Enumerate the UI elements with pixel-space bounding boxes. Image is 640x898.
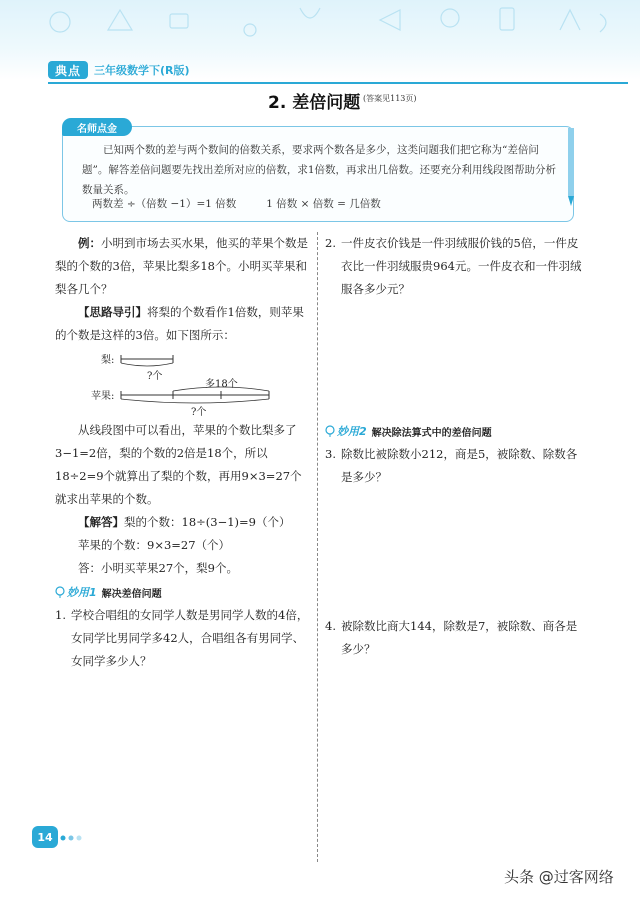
line-segment-diagram	[55, 349, 310, 418]
section-1-title: 解决差倍问题	[101, 588, 162, 600]
apple-label: 苹果:	[91, 391, 115, 402]
column-divider	[317, 232, 318, 862]
tip-paragraph: 已知两个数的差与两个数间的倍数关系，要求两个数各是多少，这类问题我们把它称为“差倍问题”。解答差倍问题要先找出差所对应的倍数，求1倍数，再求出几倍数。还要充分利用线段图帮助分析数量关系。	[82, 144, 557, 196]
section-1-heading	[55, 582, 310, 602]
tip-formulas	[92, 196, 562, 211]
answer-1: 梨的个数：18÷(3−1)=9（个）	[124, 515, 291, 529]
page-dots-decoration	[60, 835, 90, 841]
question-1	[55, 604, 310, 673]
hand-pointer-icon	[55, 586, 65, 598]
watermark-text: 头条 @过客网络	[504, 868, 614, 886]
example-text: 小明到市场去买水果，他买的苹果个数是梨的个数的3倍，苹果比梨多18个。小明买苹果和梨各几个？	[55, 236, 308, 296]
question-3	[325, 443, 587, 489]
section-2-heading	[325, 421, 587, 441]
question-1-text: 学校合唱组的女同学人数是男同学人数的4倍，女同学比男同学多42人，合唱组各有男同学、女同学多少人？	[71, 608, 309, 668]
question-4-text: 被除数比商大144，除数是7，被除数、商各是多少？	[341, 619, 578, 656]
question-3-text: 除数比被除数小212，商是5，被除数、除数各是多少？	[341, 447, 578, 484]
right-column	[325, 232, 587, 661]
series-label: 三年级数学下(R版)	[94, 64, 190, 77]
page-number: 14	[32, 826, 58, 848]
apple-question: ?个	[191, 407, 207, 418]
section-2-tag-text: 妙用2	[337, 425, 367, 438]
question-4	[325, 615, 587, 661]
guide-label: 【思路导引】	[78, 305, 147, 319]
answer-line-1	[55, 511, 310, 534]
question-1-number: 1.	[55, 608, 66, 622]
pear-label: 梨:	[101, 355, 115, 366]
analysis-paragraph: 从线段图中可以看出，苹果的个数比梨多了3−1=2倍，梨的个数的2倍是18个，所以18÷2=9个就算出了梨的个数，再用9×3=27个就求出苹果的个数。	[55, 423, 302, 506]
guide-text: 将梨的个数看作1倍数，则苹果的个数是这样的3倍。如下图所示：	[55, 305, 304, 342]
question-3-number: 3.	[325, 447, 336, 461]
question-2-text: 一件皮衣价钱是一件羽绒服价钱的5倍，一件皮衣比一件羽绒服贵964元。一件皮衣和一件羽绒服各多少元？	[341, 236, 582, 296]
header-rule	[48, 82, 628, 84]
formula-multiple: 1 倍数 × 倍数 = 几倍数	[266, 198, 381, 210]
segment-lines	[55, 349, 310, 415]
answer-reference: (答案见113页)	[363, 94, 417, 103]
section-1-tag	[55, 584, 97, 600]
tip-label: 名师点金	[62, 118, 132, 136]
question-2-number: 2.	[325, 236, 336, 250]
pear-question: ?个	[147, 371, 163, 382]
example-label: 例：	[78, 236, 101, 250]
left-column	[55, 232, 310, 673]
section-2-title: 解决除法算式中的差倍问题	[371, 427, 492, 439]
page-title: 2. 差倍问题	[268, 93, 361, 113]
watermark	[504, 866, 614, 887]
pencil-icon	[566, 128, 576, 208]
question-4-number: 4.	[325, 619, 336, 633]
formula-one-times: 两数差 ÷（倍数 −1）=1 倍数	[92, 198, 237, 210]
section-1-tag-text: 妙用1	[67, 586, 97, 599]
answer-line-2: 苹果的个数：9×3=27（个）	[78, 538, 231, 552]
diff-label: 多18个	[205, 379, 238, 390]
hand-pointer-icon	[325, 425, 335, 437]
example-paragraph	[55, 232, 310, 301]
answer-label: 【解答】	[78, 515, 124, 529]
section-2-tag	[325, 423, 367, 439]
brand-logo: 典点	[48, 61, 88, 79]
question-2	[325, 232, 587, 301]
final-answer: 答：小明买苹果27个，梨9个。	[78, 561, 238, 575]
guide-paragraph	[55, 301, 310, 347]
book-series-brand	[48, 60, 190, 80]
